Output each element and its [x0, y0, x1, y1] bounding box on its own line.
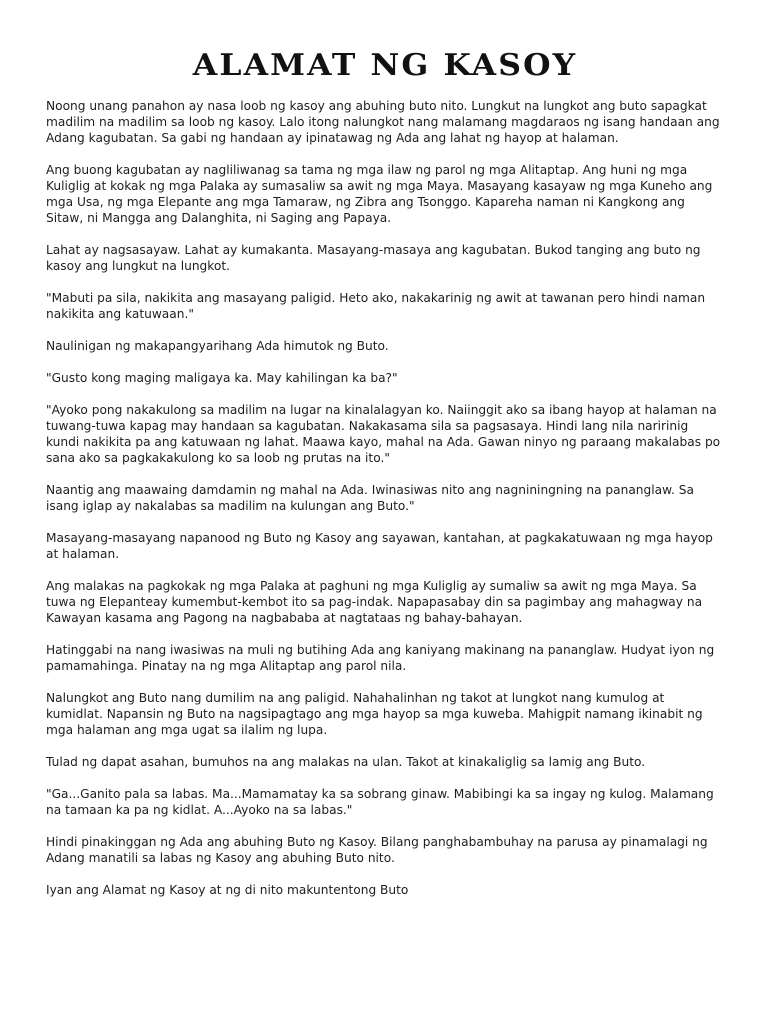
paragraph: "Mabuti pa sila, nakikita ang masayang paligid. Heto ako, nakakarinig ng awit at tawanan pero hindi naman nakikita ang katuwaan." [46, 291, 706, 321]
paragraph: Masayang-masayang napanood ng Buto ng Kasoy ang sayawan, kantahan, at pagkakatuwaan ng mga hayop at halaman. [46, 531, 713, 561]
paragraph: Naulinigan ng makapangyarihang Ada himutok ng Buto. [46, 339, 389, 353]
document-title: ALAMAT NG KASOY [192, 48, 578, 83]
paragraph: "Gusto kong maging maligaya ka. May kahilingan ka ba?" [46, 371, 398, 385]
paragraph: Nalungkot ang Buto nang dumilim na ang paligid. Nahahalinhan ng takot at lungkot nang kumulog at kumidlat. Napansin ng Buto na nagsipagtago ang mga hayop sa mga kuweba. Mahigpit namang ikinabit ng mga halaman ang mga ugat sa ilalim ng lupa. [46, 691, 703, 737]
paragraph: Lahat ay nagsasayaw. Lahat ay kumakanta. Masayang-masaya ang kagubatan. Bukod tanging ang buto ng kasoy ang lungkut na lungkot. [46, 243, 701, 273]
paragraph: "Ga...Ganito pala sa labas. Ma...Mamamatay ka sa sobrang ginaw. Mabibingi ka sa ingay ng kulog. Malamang na tamaan ka pa ng kidlat. A...Ayoko na sa labas." [46, 787, 714, 817]
paragraph: Ang malakas na pagkokak ng mga Palaka at paghuni ng mga Kuliglig ay sumaliw sa awit ng mga Maya. Sa tuwa ng Elepanteay kumembut-kembot ito sa pag-indak. Napapasabay din sa pagimbay ang mahagway na Kawayan kasama ang Pagong na nagbababa at nagtataas ng bahay-bahayan. [46, 579, 703, 625]
paragraph: "Ayoko pong nakakulong sa madilim na lugar na kinalalagyan ko. Naiinggit ako sa ibang hayop at halaman na tuwang-tuwa kapag may handaan sa kagubatan. Nakakasama sila sa pagsasaya. Hindi lang nila naririnig kundi nakikita pa ang katuwaan ng lahat. Maawa kayo, mahal na Ada. Gawan ninyo ng paraang makalabas po sana ako sa pagkakakulong ko sa loob ng prutas na ito." [46, 403, 721, 465]
paragraph: Tulad ng dapat asahan, bumuhos na ang malakas na ulan. Takot at kinakaliglig sa lamig ang Buto. [46, 755, 646, 769]
document-body [46, 98, 724, 898]
paragraph: Naantig ang maawaing damdamin ng mahal na Ada. Iwinasiwas nito ang nagniningning na pananglaw. Sa isang iglap ay nakalabas sa madilim na kulungan ang Buto." [46, 483, 694, 513]
paragraph: Hatinggabi na nang iwasiwas na muli ng butihing Ada ang kaniyang makinang na pananglaw. Hudyat iyon ng pamamahinga. Pinatay na ng mga Alitaptap ang parol nila. [46, 643, 715, 673]
paragraph: Hindi pinakinggan ng Ada ang abuhing Buto ng Kasoy. Bilang panghabambuhay na parusa ay pinamalagi ng Adang manatili sa labas ng Kasoy ang abuhing Buto nito. [46, 835, 708, 865]
paragraph: Noong unang panahon ay nasa loob ng kasoy ang abuhing buto nito. Lungkut na lungkot ang buto sapagkat madilim na madilim sa loob ng kasoy. Lalo itong nalungkot nang malamang magdaraos ng isang handaan ang Adang kagubatan. Sa gabi ng handaan ay ipinatawag ng Ada ang lahat ng hayop at halaman. [46, 99, 720, 145]
paragraph: Iyan ang Alamat ng Kasoy at ng di nito makuntentong Buto [46, 883, 409, 897]
paragraph: Ang buong kagubatan ay nagliliwanag sa tama ng mga ilaw ng parol ng mga Alitaptap. Ang huni ng mga Kuliglig at kokak ng mga Palaka ay sumasaliw sa awit ng mga Maya. Masayang kasayaw ng mga Kuneho ang mga Usa, ng mga Elepante ang mga Tamaraw, ng Zibra ang Tsonggo. Kapareha naman ni Kangkong ang Sitaw, ni Mangga ang Dalanghita, ni Saging ang Papaya. [46, 163, 713, 225]
